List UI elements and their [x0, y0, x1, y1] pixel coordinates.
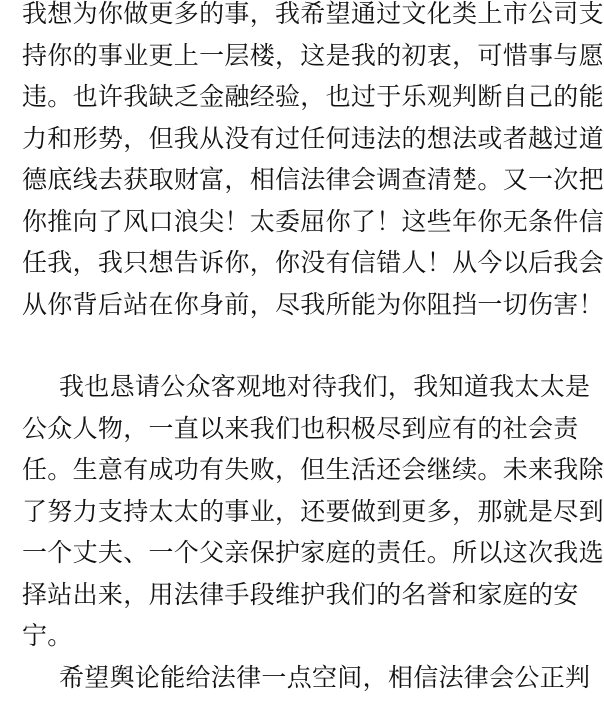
text-line: 力和形势，但我从没有过任何违法的想法或者越过道	[22, 123, 604, 153]
paragraph-2	[22, 366, 604, 657]
text-line: 持你的事业更上一层楼，这是我的初衷，可惜事与愿	[22, 40, 604, 70]
text-line: 你推向了风口浪尖！太委屈你了！这些年你无条件信	[22, 206, 604, 236]
text-line: 择站出来，用法律手段维护我们的名誉和家庭的安	[22, 579, 579, 609]
text-line: 了努力支持太太的事业，还要做到更多，那就是尽到	[22, 496, 604, 526]
text-line: 德底线去获取财富，相信法律会调查清楚。又一次把	[22, 165, 604, 194]
text-line: 我想为你做更多的事，我希望通过文化类上市公司支	[22, 0, 604, 28]
text-line: 任我，我只想告诉你，你没有信错人！从今以后我会	[22, 248, 604, 277]
paragraph-1	[22, 0, 604, 325]
text-line: 我也恳请公众客观地对待我们，我知道我太太是	[59, 372, 591, 401]
paragraph-spacer	[22, 325, 586, 366]
text-line: 希望舆论能给法律一点空间，相信法律会公正判	[59, 662, 591, 692]
text-line: 违。也许我缺乏金融经验，也过于乐观判断自己的能	[22, 82, 604, 111]
paragraph-3	[22, 657, 591, 699]
text-line: 宁。	[22, 621, 73, 650]
text-line: 从你背后站在你身前，尽我所能为你阻挡一切伤害！	[22, 289, 604, 319]
text-line: 一个丈夫、一个父亲保护家庭的责任。所以这次我选	[22, 538, 604, 567]
text-line: 公众人物，一直以来我们也积极尽到应有的社会责	[22, 413, 579, 443]
text-line: 任。生意有成功有失败，但生活还会继续。未来我除	[22, 455, 604, 484]
